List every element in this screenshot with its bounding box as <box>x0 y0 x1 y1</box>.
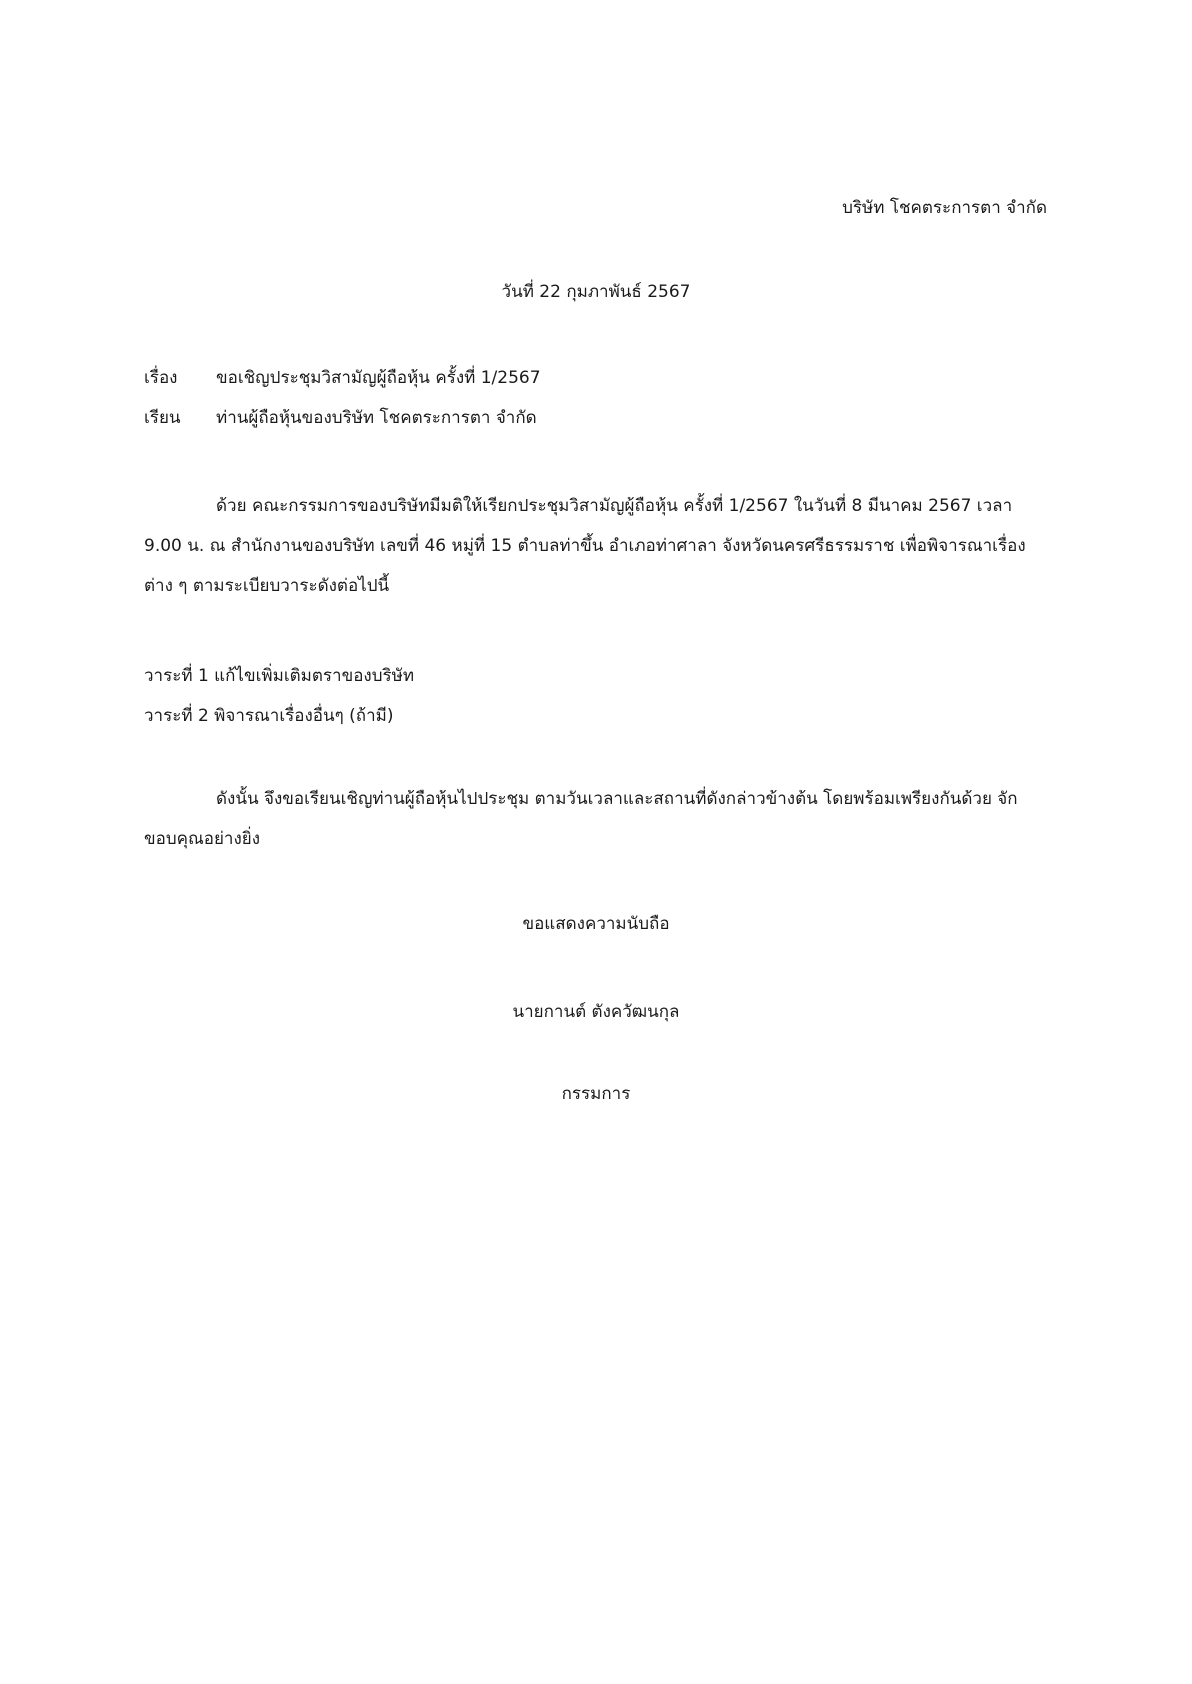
agenda-item-1: วาระที่ 1 แก้ไขเพิ่มเติมตราของบริษัท <box>144 666 415 686</box>
salutation: ขอแสดงความนับถือ <box>522 914 670 934</box>
company-name: บริษัท โชคตระการตา จำกัด <box>842 198 1047 218</box>
signatory-name: นายกานต์ ตังควัฒนกุล <box>512 1002 680 1022</box>
subject-label: เรื่อง <box>144 368 178 388</box>
recipient-row <box>144 406 537 430</box>
recipient-label: เรียน <box>144 408 181 428</box>
letter-date: วันที่ 22 กุมภาพันธ์ 2567 <box>501 282 691 302</box>
closing-paragraph <box>144 779 1039 859</box>
agenda-item-2: วาระที่ 2 พิจารณาเรื่องอื่นๆ (ถ้ามี) <box>144 706 394 726</box>
subject-text: ขอเชิญประชุมวิสามัญผู้ถือหุ้น ครั้งที่ 1/2567 <box>216 368 541 388</box>
closing-line-1: ดังนั้น จึงขอเรียนเชิญท่านผู้ถือหุ้นไปประชุม ตามวันเวลาและสถานที่ดังกล่าวข้างต้น โดยพร้อมเพรียงกันด้วย จัก <box>216 789 1018 809</box>
body-paragraph <box>144 486 1039 606</box>
body-line-2: 9.00 น. ณ สำนักงานของบริษัท เลขที่ 46 หมู่ที่ 15 ตำบลท่าขึ้น อำเภอท่าศาลา จังหวัดนครศรีธรรมราช เพื่อพิจารณาเรื่อง <box>144 536 1026 556</box>
body-line-3: ต่าง ๆ ตามระเบียบวาระดังต่อไปนี้ <box>144 576 390 596</box>
subject-row <box>144 366 541 390</box>
closing-line-2: ขอบคุณอย่างยิ่ง <box>144 829 261 849</box>
signatory-title: กรรมการ <box>561 1084 631 1104</box>
body-line-1: ด้วย คณะกรรมการของบริษัทมีมติให้เรียกประชุมวิสามัญผู้ถือหุ้น ครั้งที่ 1/2567 ในวันที่ 8 มีนาคม 2567 เวลา <box>216 496 1013 516</box>
recipient-text: ท่านผู้ถือหุ้นของบริษัท โชคตระการตา จำกัด <box>216 408 537 428</box>
